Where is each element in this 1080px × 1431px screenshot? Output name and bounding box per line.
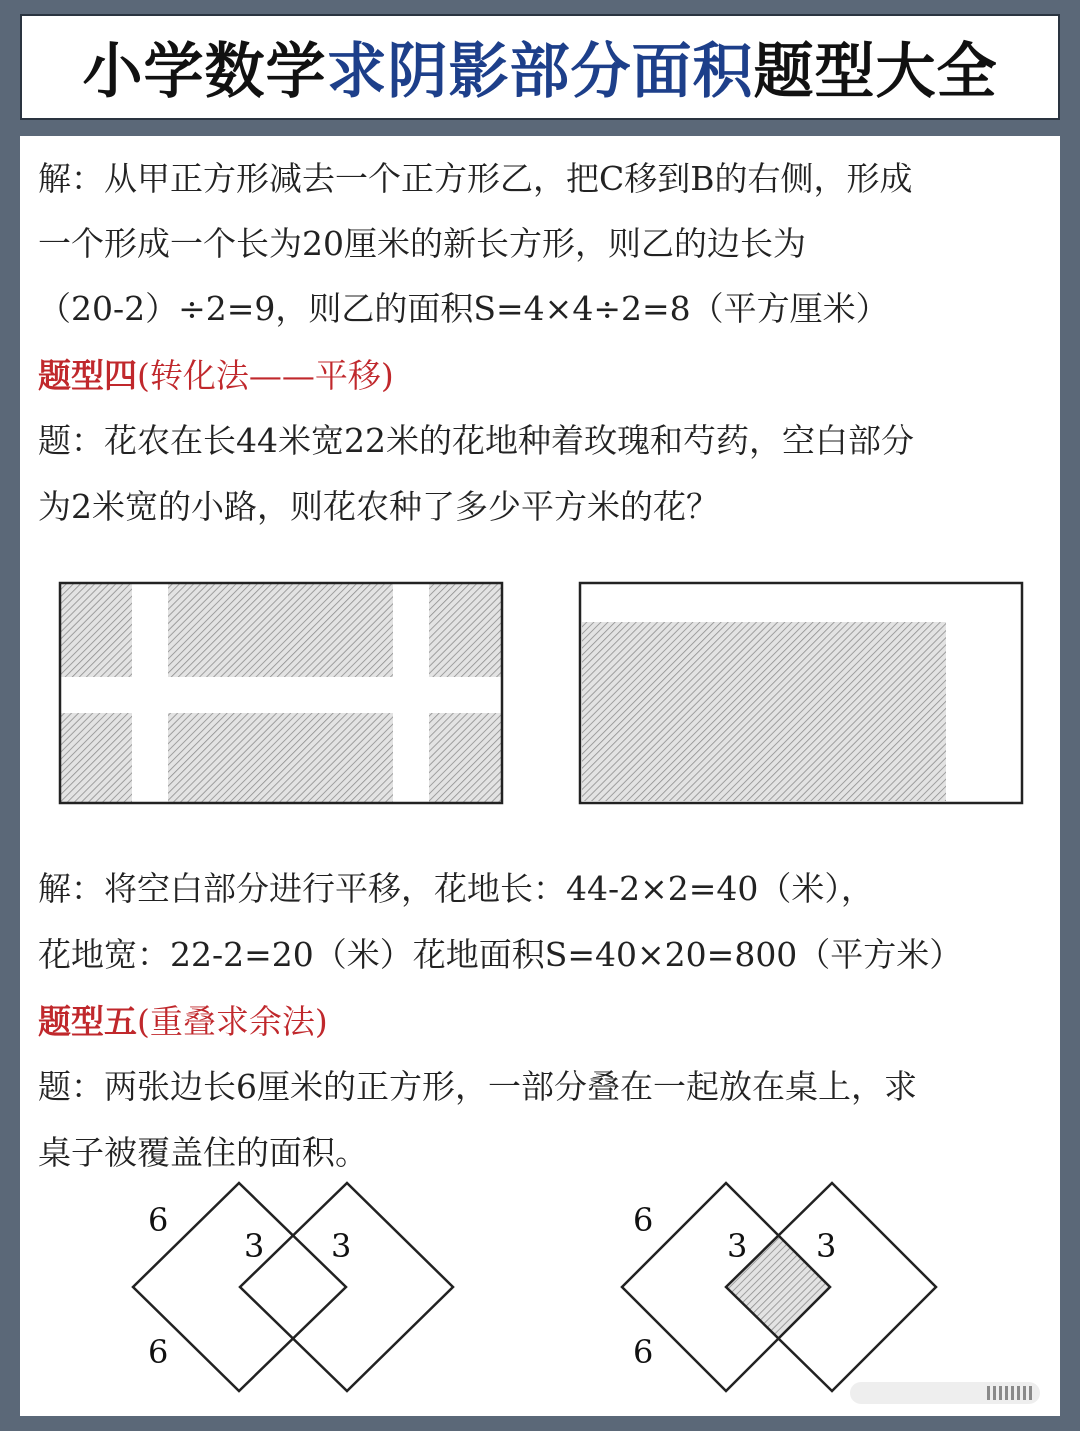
type4-answer-line-1: 解：将空白部分进行平移，花地长：44-2×2=40（米）， [38, 869, 874, 908]
right-label-overlap-right: 3 [816, 1227, 837, 1265]
title-part-3: 题型大全 [753, 37, 998, 107]
left-label-bottom-side: 6 [148, 1333, 169, 1371]
garden-with-paths [60, 583, 502, 803]
content-panel [20, 136, 1060, 1416]
page-title [20, 14, 1060, 120]
type5-heading-method: (重叠求余法) [137, 1002, 328, 1041]
left-label-overlap-left: 3 [244, 1227, 265, 1265]
type4-heading [38, 346, 394, 406]
type4-heading-method: (转化法——平移) [137, 356, 394, 395]
solution3-line-1: 解：从甲正方形减去一个正方形乙，把C移到B的右侧，形成 [38, 159, 913, 198]
overlap-squares-figures [20, 1176, 1060, 1401]
type5-heading-label: 题型五 [38, 1002, 137, 1041]
diamonds-right [622, 1183, 936, 1391]
type4-answer-line-2: 花地宽：22-2=20（米）花地面积S=40×20=800（平方米） [38, 935, 963, 974]
watermark-badge [850, 1382, 1040, 1404]
path-horizontal [60, 677, 502, 713]
left-label-top-side: 6 [148, 1201, 169, 1239]
type5-question-line-1: 题：两张边长6厘米的正方形，一部分叠在一起放在桌上，求 [38, 1067, 917, 1106]
right-label-bottom-side: 6 [633, 1333, 654, 1371]
type4-heading-label: 题型四 [38, 356, 137, 395]
type4-question-line-2: 为2米宽的小路，则花农种了多少平方米的花？ [38, 487, 719, 526]
title-part-1: 小学数学 [82, 37, 327, 107]
garden-figures [20, 566, 1060, 806]
solution3-line-3: （20-2）÷2=9，则乙的面积S=4×4÷2=8（平方厘米） [38, 289, 889, 328]
title-part-2: 求阴影部分面积 [326, 37, 754, 107]
diamonds-left [133, 1183, 453, 1391]
left-label-overlap-right: 3 [331, 1227, 352, 1265]
right-label-top-side: 6 [633, 1201, 654, 1239]
type5-heading [38, 992, 328, 1052]
solution3-line-2: 一个形成一个长为20厘米的新长方形，则乙的边长为 [38, 224, 806, 263]
garden-translated [580, 583, 1022, 803]
garden-right-hatch [582, 622, 946, 801]
right-label-overlap-left: 3 [727, 1227, 748, 1265]
type4-question-line-1: 题：花农在长44米宽22米的花地种着玫瑰和芍药，空白部分 [38, 421, 914, 460]
type5-question-line-2: 桌子被覆盖住的面积。 [38, 1133, 368, 1172]
